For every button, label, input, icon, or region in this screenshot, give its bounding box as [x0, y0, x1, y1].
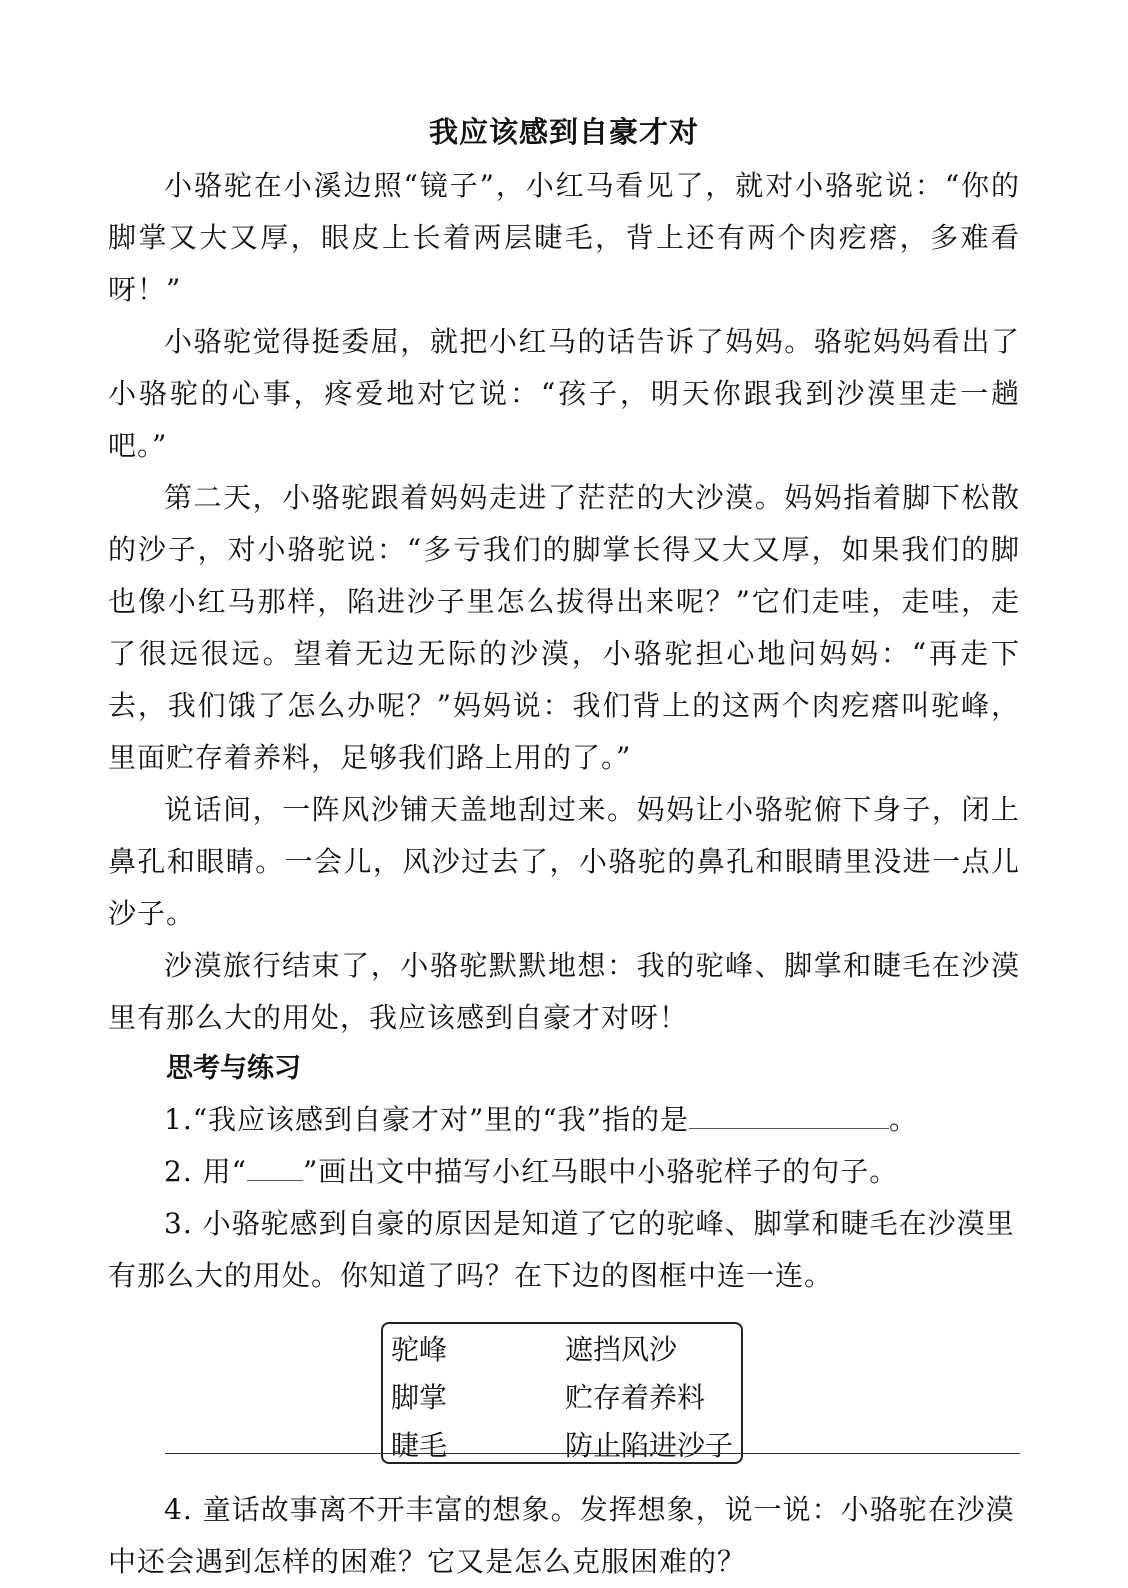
match-row-3	[391, 1424, 733, 1474]
question-1-end: 。	[888, 1103, 918, 1136]
exercises-heading: 思考与练习	[166, 1053, 301, 1084]
match-row-2	[391, 1376, 733, 1426]
underline-sample	[247, 1150, 303, 1181]
question-4: 4. 童话故事离不开丰富的想象。发挥想象，说一说：小骆驼在沙漠中还会遇到怎样的困难？它又是怎么克服困难的？	[108, 1493, 1015, 1578]
story-paragraph-4: 说话间，一阵风沙铺天盖地刮过来。妈妈让小骆驼俯下身子，闭上鼻孔和眼睛。一会儿，风沙过去了，小骆驼的鼻孔和眼睛里没进一点儿沙子。	[108, 793, 1020, 930]
question-1-text: 1.“我应该感到自豪才对”里的“我”指的是	[164, 1103, 689, 1136]
match-left-item[interactable]: 驼峰	[391, 1333, 448, 1366]
question-3: 3. 小骆驼感到自豪的原因是知道了它的驼峰、脚掌和睫毛在沙漠里有那么大的用处。你知道了吗？在下边的图框中连一连。	[108, 1207, 1015, 1292]
page-title: 我应该感到自豪才对	[428, 115, 699, 149]
question-2-text-end: ”画出文中描写小红马眼中小骆驼样子的句子。	[302, 1155, 899, 1188]
matching-box[interactable]	[381, 1322, 743, 1464]
answer-line[interactable]	[165, 1453, 1020, 1454]
match-left-item[interactable]: 脚掌	[391, 1381, 448, 1414]
story-paragraph-5: 沙漠旅行结束了，小骆驼默默地想：我的驼峰、脚掌和睫毛在沙漠里有那么大的用处，我应该感到自豪才对呀！	[108, 949, 1020, 1034]
match-right-item[interactable]: 防止陷进沙子	[565, 1429, 734, 1462]
match-right-item[interactable]: 贮存着养料	[565, 1381, 706, 1414]
question-1	[108, 1094, 1020, 1146]
document-page	[108, 112, 1020, 1588]
match-row-1	[391, 1328, 733, 1378]
match-left-item[interactable]: 睫毛	[391, 1429, 448, 1462]
answer-blank-1[interactable]	[689, 1098, 889, 1129]
match-right-item[interactable]: 遮挡风沙	[565, 1333, 678, 1366]
story-paragraph-2: 小骆驼觉得挺委屈，就把小红马的话告诉了妈妈。骆驼妈妈看出了小骆驼的心事，疼爱地对它说：“孩子，明天你跟我到沙漠里走一趟吧。”	[108, 325, 1020, 462]
question-2-text-start: 2. 用“	[164, 1155, 247, 1188]
question-2	[108, 1146, 1020, 1198]
story-paragraph-3: 第二天，小骆驼跟着妈妈走进了茫茫的大沙漠。妈妈指着脚下松散的沙子，对小骆驼说：“多亏我们的脚掌长得又大又厚，如果我们的脚也像小红马那样，陷进沙子里怎么拔得出来呢？”它们走哇，走哇，走了很远很远。望着无边无际的沙漠，小骆驼担心地问妈妈：“再走下去，我们饿了怎么办呢？”妈妈说：我们背上的这两个肉疙瘩叫驼峰，里面贮存着养料，足够我们路上用的了。”	[108, 481, 1020, 774]
story-paragraph-1: 小骆驼在小溪边照“镜子”，小红马看见了，就对小骆驼说：“你的脚掌又大又厚，眼皮上长着两层睫毛，背上还有两个肉疙瘩，多难看呀！”	[108, 169, 1020, 306]
